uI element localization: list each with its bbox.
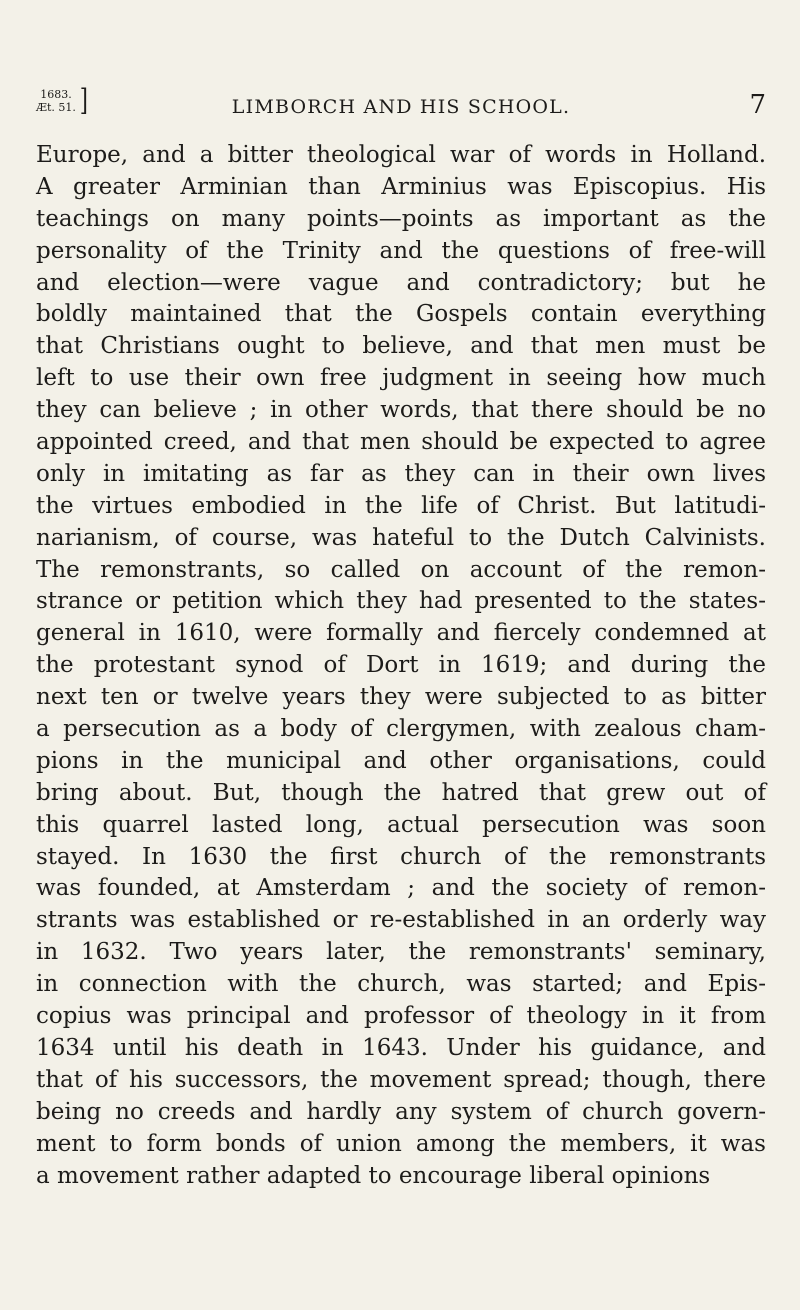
- text-line: left to use their own free judgment in seeing how much: [36, 365, 766, 392]
- text-line: being no creeds and hardly any system of church govern-: [36, 1098, 766, 1125]
- text-line: this quarrel lasted long, actual persecution was soon: [36, 811, 766, 838]
- text-line: boldly maintained that the Gospels contain everything: [36, 301, 766, 328]
- text-line: in 1632. Two years later, the remonstrants' seminary,: [36, 939, 766, 966]
- text-line: ment to form bonds of union among the members, it was: [36, 1130, 766, 1157]
- text-line: strants was established or re-established in an orderly way: [36, 907, 766, 934]
- text-line: the protestant synod of Dort in 1619; and during the: [36, 652, 766, 679]
- text-line: was founded, at Amsterdam ; and the society of remon-: [36, 875, 766, 902]
- text-line: the virtues embodied in the life of Christ. But latitudi-: [36, 492, 766, 519]
- page-number: 7: [749, 90, 766, 120]
- text-line: stayed. In 1630 the first church of the remonstrants: [36, 843, 766, 870]
- text-line: copius was principal and professor of theology in it from: [36, 1003, 766, 1030]
- bracket-glyph: ]: [79, 83, 88, 118]
- text-line: they can believe ; in other words, that there should be no: [36, 397, 766, 424]
- text-line: that Christians ought to believe, and that men must be: [36, 333, 766, 360]
- body-text: [36, 140, 766, 1192]
- text-line: that of his successors, the movement spread; though, there: [36, 1066, 766, 1093]
- text-line: in connection with the church, was started; and Epis-: [36, 971, 766, 998]
- text-line: A greater Arminian than Arminius was Episcopius. His: [36, 173, 766, 200]
- text-line: a persecution as a body of clergymen, with zealous cham-: [36, 716, 766, 743]
- text-line: a movement rather adapted to encourage liberal opinions: [36, 1162, 711, 1189]
- text-line: strance or petition which they had presented to the states-: [36, 588, 766, 615]
- text-line: only in imitating as far as they can in their own lives: [36, 460, 766, 487]
- text-line: teachings on many points—points as important as the: [36, 205, 766, 232]
- text-line: personality of the Trinity and the questions of free-will: [36, 237, 766, 264]
- text-line: Europe, and a bitter theological war of words in Holland.: [36, 142, 766, 168]
- text-line: pions in the municipal and other organisations, could: [36, 747, 766, 774]
- text-line: The remonstrants, so called on account of the remon-: [36, 556, 766, 583]
- margin-note-age: Æt. 51.: [36, 101, 76, 114]
- text-line: appointed creed, and that men should be expected to agree: [36, 429, 766, 456]
- margin-note-year: 1683.: [40, 88, 72, 101]
- text-line: bring about. But, though the hatred that grew out of: [36, 779, 766, 806]
- text-line: and election—were vague and contradictory; but he: [36, 269, 766, 296]
- text-line: 1634 until his death in 1643. Under his guidance, and: [36, 1034, 766, 1061]
- page-header: [36, 83, 766, 128]
- text-line: narianism, of course, was hateful to the Dutch Calvinists.: [36, 524, 766, 551]
- text-line: next ten or twelve years they were subjected to as bitter: [36, 684, 766, 711]
- running-title: LIMBORCH AND HIS SCHOOL.: [231, 96, 571, 118]
- text-line: general in 1610, were formally and fiercely condemned at: [36, 620, 766, 647]
